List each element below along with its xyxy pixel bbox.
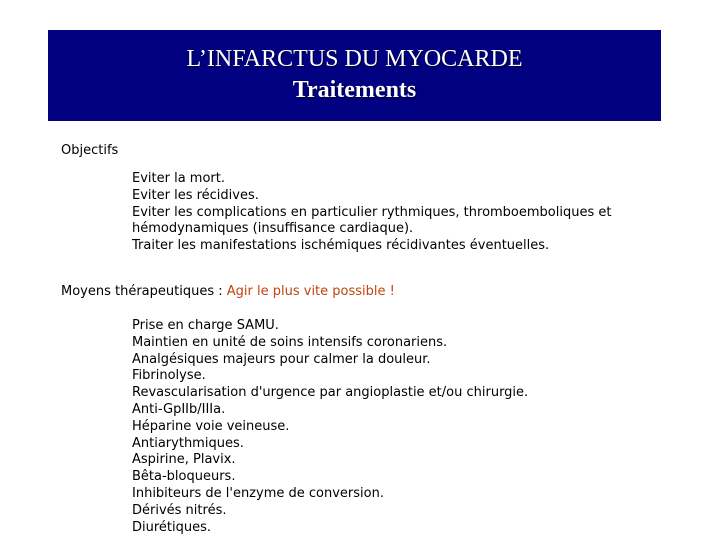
objectifs-list xyxy=(132,171,692,255)
moyens-list xyxy=(132,318,692,536)
page-subtitle: Traitements xyxy=(292,77,417,103)
list-item: Dérivés nitrés. xyxy=(132,502,227,518)
list-item: Antiarythmiques. xyxy=(132,435,244,451)
moyens-heading-label: Moyens thérapeutiques : xyxy=(61,284,227,299)
list-item: Eviter les complications en particulier rythmiques, thromboemboliques et hémodynamiques (insuffisance cardiaque). xyxy=(132,204,612,237)
moyens-heading xyxy=(61,284,395,300)
list-item: Fibrinolyse. xyxy=(132,368,206,384)
list-item: Analgésiques majeurs pour calmer la douleur. xyxy=(132,351,431,367)
list-item: Aspirine, Plavix. xyxy=(132,452,236,468)
list-item: Traiter les manifestations ischémiques récidivantes éventuelles. xyxy=(132,238,550,254)
list-item: Eviter la mort. xyxy=(132,171,225,186)
list-item: Maintien en unité de soins intensifs coronariens. xyxy=(132,334,448,350)
page-title: L’INFARCTUS DU MYOCARDE xyxy=(186,46,523,72)
objectifs-heading: Objectifs xyxy=(61,143,119,158)
list-item: Inhibiteurs de l'enzyme de conversion. xyxy=(132,485,384,501)
list-item: Revascularisation d'urgence par angioplastie et/ou chirurgie. xyxy=(132,385,529,401)
list-item: Prise en charge SAMU. xyxy=(132,318,279,333)
list-item: Diurétiques. xyxy=(132,519,212,535)
list-item: Eviter les récidives. xyxy=(132,187,259,203)
title-banner xyxy=(48,30,661,121)
list-item: Bêta-bloqueurs. xyxy=(132,469,236,485)
list-item: Héparine voie veineuse. xyxy=(132,418,290,434)
moyens-emphasis: Agir le plus vite possible ! xyxy=(226,284,395,299)
list-item: Anti-GpIIb/IIIa. xyxy=(132,401,226,417)
